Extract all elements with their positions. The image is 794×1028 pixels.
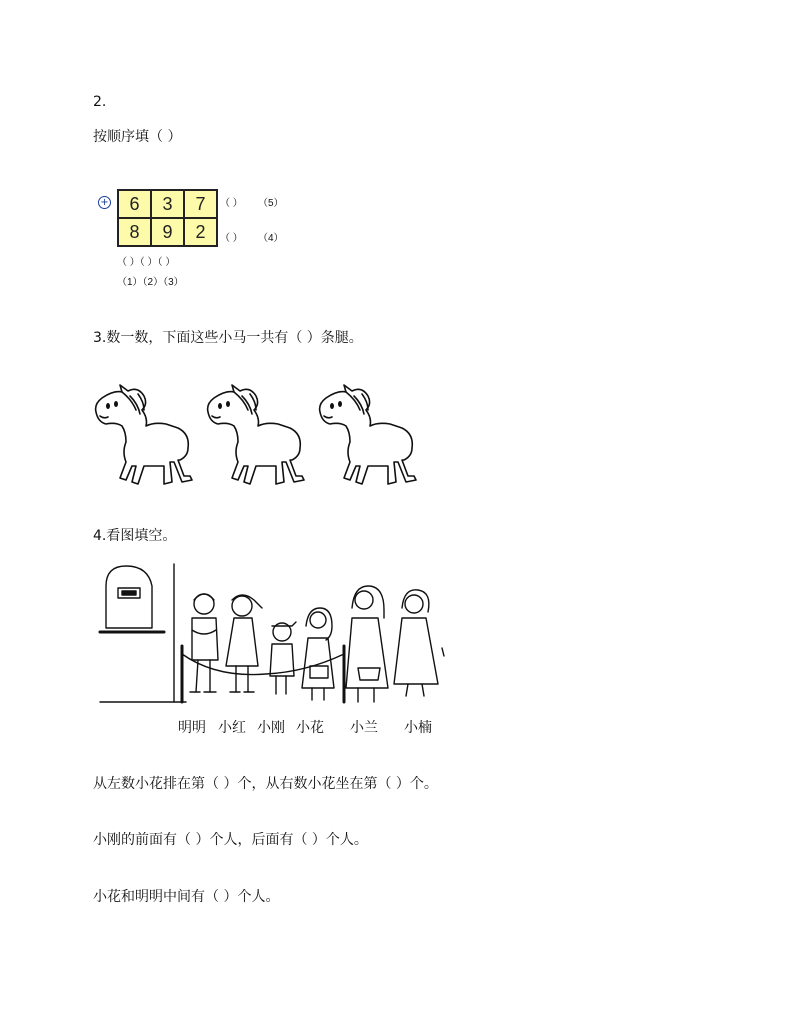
question-3-text: 3.数一数，下面这些小马一共有（ ）条腿。 — [93, 330, 363, 346]
question-4-title: 4.看图填空。 — [93, 528, 177, 544]
grid-cell: 7 — [184, 190, 217, 218]
person-icon — [302, 608, 334, 700]
grid-cell: 2 — [184, 218, 217, 246]
horses-illustration — [92, 378, 437, 493]
person-icon — [190, 594, 218, 692]
person-icon — [394, 590, 444, 696]
row-1-label: （5） — [258, 198, 284, 209]
question-4-line-3: 小花和明明中间有（ ）个人。 — [93, 889, 280, 905]
name-label: 明明 — [178, 720, 206, 736]
queue-illustration — [96, 556, 452, 712]
column-blanks: （ ）（ ）（ ） — [117, 257, 176, 268]
name-label: 小花 — [296, 720, 324, 736]
person-icon — [226, 595, 262, 692]
horse-icon — [320, 385, 416, 484]
name-label: 小红 — [218, 720, 246, 736]
name-label: 小刚 — [257, 720, 285, 736]
horse-icon — [208, 385, 304, 484]
grid-cell: 9 — [151, 218, 184, 246]
person-icon — [270, 622, 296, 694]
row-1-blank: （ ） — [220, 198, 243, 209]
grid-cell: 8 — [118, 218, 151, 246]
grid-cell: 3 — [151, 190, 184, 218]
row-2-blank: （ ） — [220, 233, 243, 244]
question-4-line-2: 小刚的前面有（ ）个人，后面有（ ）个人。 — [93, 832, 368, 848]
grid-cell: 6 — [118, 190, 151, 218]
row-2-label: （4） — [258, 233, 284, 244]
number-grid — [117, 189, 218, 247]
question-2-instruction: 按顺序填（ ） — [93, 129, 182, 145]
name-label: 小楠 — [404, 720, 432, 736]
column-labels: （1）（2）（3） — [117, 277, 184, 288]
circle-plus-icon: + — [98, 196, 111, 209]
name-label: 小兰 — [350, 720, 378, 736]
question-4-line-1: 从左数小花排在第（ ）个，从右数小花坐在第（ ）个。 — [93, 776, 438, 792]
person-icon — [346, 586, 388, 702]
ticket-window-icon — [100, 564, 186, 702]
horse-icon — [96, 385, 192, 484]
question-2-number: 2. — [93, 94, 107, 110]
